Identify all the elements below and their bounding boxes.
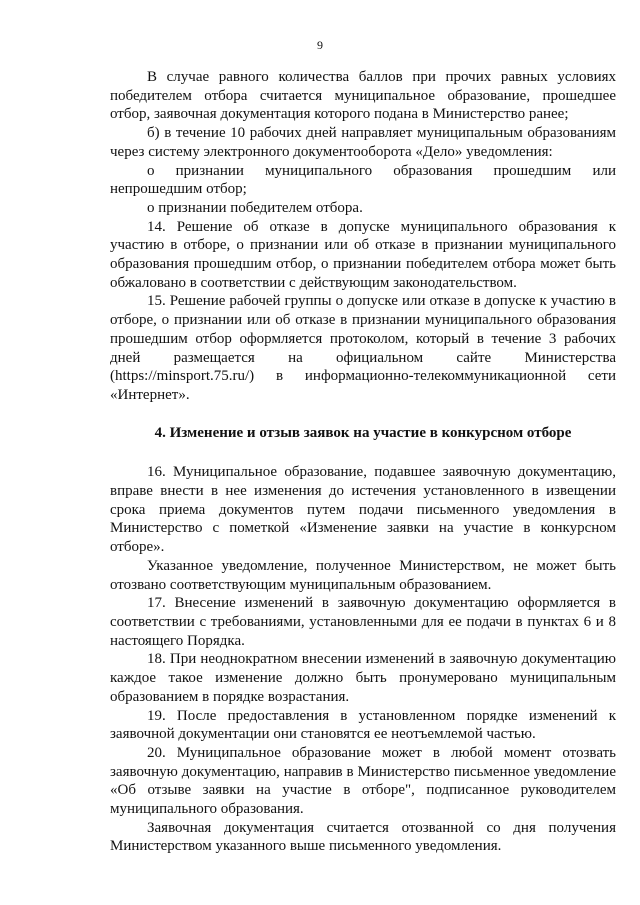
- paragraph-14: 14. Решение об отказе в допуске муниципального образования к участию в отборе, о признании или об отказе в признании муниципального образования прошедшим отбор, о признании победителем отбора может быть обжаловано в соответствии с действующим законодательством.: [110, 218, 616, 291]
- paragraph-withdrawn: Заявочная документация считается отозванной со дня получения Министерством указанного выше письменного уведомления.: [110, 819, 616, 855]
- paragraph-notify: б) в течение 10 рабочих дней направляет муниципальным образованиям через систему электронного документооборота «Дело» уведомления:: [110, 125, 616, 160]
- paragraph-notice: Указанное уведомление, полученное Министерством, не может быть отозвано соответствующим муниципальным образованием.: [110, 557, 616, 593]
- paragraph-20: 20. Муниципальное образование может в любой момент отозвать заявочную документацию, направив в Министерство письменное уведомление «Об отзыве заявки на участие в отборе", подписанное руководителем муниципального образования.: [110, 744, 616, 818]
- paragraph-17: 17. Внесение изменений в заявочную документацию оформляется в соответствии с требованиями, установленными для ее подачи в пунктах 6 и 8 настоящего Порядка.: [110, 595, 616, 649]
- paragraph-winner: о признании победителем отбора.: [147, 199, 363, 216]
- paragraph-19: 19. После предоставления в установленном порядке изменений к заявочной документации они становятся ее неотъемлемой частью.: [110, 707, 616, 743]
- section-heading: 4. Изменение и отзыв заявок на участие в конкурсном отборе: [154, 424, 572, 441]
- paragraph-16: 16. Муниципальное образование, подавшее заявочную документацию, вправе внести в нее изменения до истечения установленного в извещении срока приема документов путем подачи письменного уведомления в Министерство с пометкой «Изменение заявки на участие в конкурсном отборе».: [110, 464, 616, 556]
- paragraph-15: 15. Решение рабочей группы о допуске или отказе в допуске к участию в отборе, о признании или об отказе в признании муниципального образования прошедшим отбор оформляется протоколом, который в течение 3 рабочих дней размещается на официальном сайте Министерства (https://minsport.75.ru/) в информационно-телекоммуникационной сети «Интернет».: [110, 293, 616, 403]
- paragraph-18: 18. При неоднократном внесении изменений в заявочную документацию каждое такое изменение должно быть пронумеровано муниципальным образованием в порядке возрастания.: [110, 651, 616, 705]
- paragraph-passed: о признании муниципального образования прошедшим или непрошедшим отбор;: [110, 162, 616, 198]
- page-number: 9: [317, 38, 323, 52]
- paragraph-equal-score: В случае равного количества баллов при прочих равных условиях победителем отбора считается муниципальное образование, прошедшее отбор, заявочная документация которого подана в Министерство ранее;: [110, 69, 616, 123]
- document-body: [110, 68, 616, 856]
